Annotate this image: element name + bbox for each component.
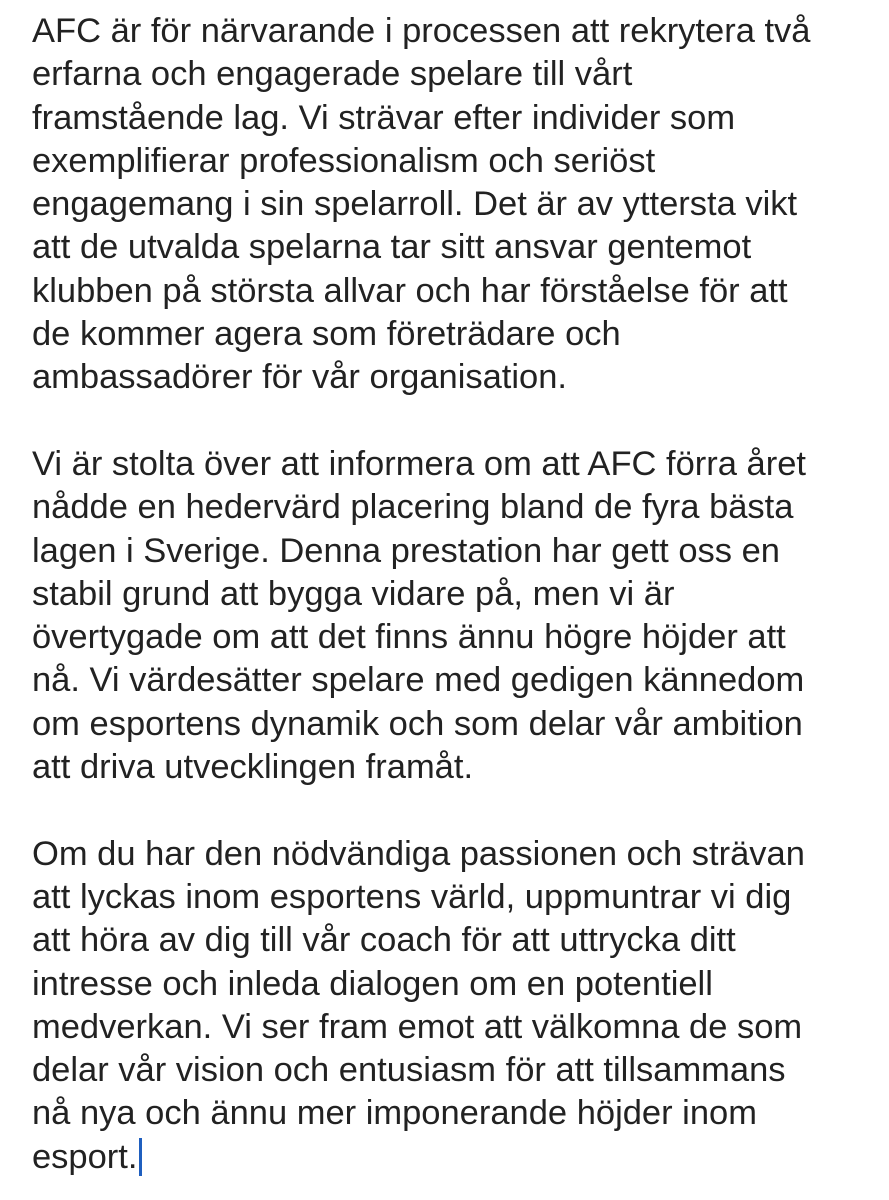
- text-line: medverkan. Vi ser fram emot att välkomna de som: [32, 1007, 803, 1046]
- text-line: att driva utvecklingen framåt.: [32, 748, 474, 787]
- text-line: engagemang i sin spelarroll. Det är av yttersta vikt: [32, 185, 798, 224]
- text-line: Om du har den nödvändiga passionen och strävan: [32, 834, 805, 873]
- text-line: att de utvalda spelarna tar sitt ansvar gentemot: [32, 228, 752, 267]
- text-line: att höra av dig till vår coach för att uttrycka ditt: [32, 921, 736, 960]
- text-line: ambassadörer för vår organisation.: [32, 358, 568, 397]
- text-editor[interactable]: [32, 10, 882, 1179]
- text-line: stabil grund att bygga vidare på, men vi är: [32, 574, 675, 613]
- paragraph-2: [32, 443, 882, 789]
- text-line: framstående lag. Vi strävar efter individer som: [32, 98, 736, 137]
- text-line: exemplifierar professionalism och seriöst: [32, 141, 656, 180]
- text-line: klubben på största allvar och har förståelse för att: [32, 271, 788, 310]
- text-line: om esportens dynamik och som delar vår ambition: [32, 704, 803, 743]
- text-cursor-caret: [139, 1138, 142, 1176]
- text-line: intresse och inleda dialogen om en potentiell: [32, 964, 713, 1003]
- text-line: nå nya och ännu mer imponerande höjder inom: [32, 1094, 757, 1133]
- text-line: lagen i Sverige. Denna prestation har gett oss en: [32, 531, 780, 570]
- text-line: nå. Vi värdesätter spelare med gedigen kännedom: [32, 661, 805, 700]
- text-line: delar vår vision och entusiasm för att tillsammans: [32, 1051, 786, 1090]
- text-line: nådde en hedervärd placering bland de fyra bästa: [32, 488, 794, 527]
- text-line: att lyckas inom esportens värld, uppmuntrar vi dig: [32, 877, 792, 916]
- text-line: Vi är stolta över att informera om att AFC förra året: [32, 444, 806, 483]
- paragraph-1: [32, 10, 882, 400]
- text-line: AFC är för närvarande i processen att rekrytera två: [32, 12, 811, 50]
- last-line-text: esport.: [32, 1137, 138, 1176]
- text-line: erfarna och engagerade spelare till vårt: [32, 55, 633, 94]
- text-line: övertygade om att det finns ännu högre höjder att: [32, 618, 786, 657]
- text-line-last: [32, 1136, 882, 1179]
- text-line: de kommer agera som företrädare och: [32, 315, 621, 354]
- paragraph-3: [32, 833, 882, 1179]
